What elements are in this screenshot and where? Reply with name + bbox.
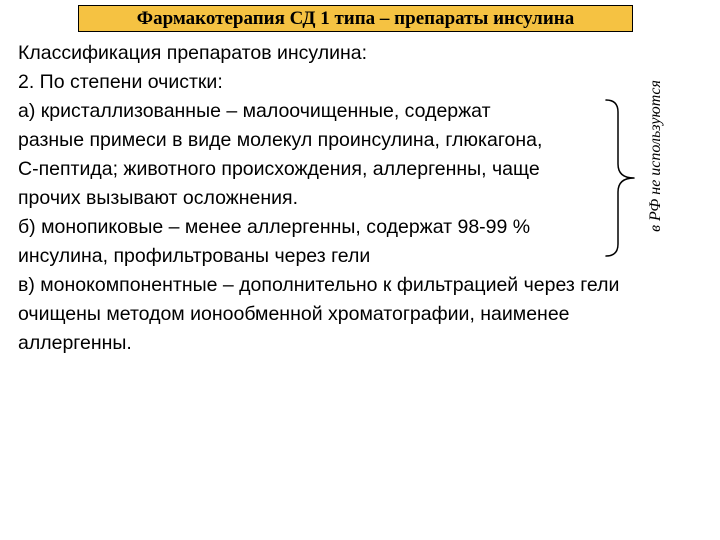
page-title: Фармакотерапия СД 1 типа – препараты инсулина: [136, 7, 575, 29]
text-line: С-пептида; животного происхождения, аллергенны, чаще: [18, 158, 540, 180]
side-note: [641, 40, 671, 272]
text-line: прочих вызывают осложнения.: [18, 187, 299, 209]
header-bar: [78, 5, 633, 32]
text-line: Классификация препаратов инсулина:: [18, 42, 368, 64]
text-line: аллергенны.: [18, 332, 132, 354]
text-line: б) монопиковые – менее аллергенны, содержат 98-99 %: [18, 216, 531, 238]
text-line: инсулина, профильтрованы через гели: [18, 245, 371, 267]
text-line: очищены методом ионообменной хроматографии, наименее: [18, 303, 570, 325]
side-note-text: в РФ не используются: [647, 80, 665, 232]
text-line: разные примеси в виде молекул проинсулина, глюкагона,: [18, 129, 543, 151]
text-line: 2. По степени очистки:: [18, 71, 223, 93]
text-line: в) монокомпонентные – дополнительно к фильтрацией через гели: [18, 274, 620, 296]
text-line: а) кристаллизованные – малоочищенные, содержат: [18, 100, 491, 122]
curly-brace-icon: [604, 98, 638, 258]
